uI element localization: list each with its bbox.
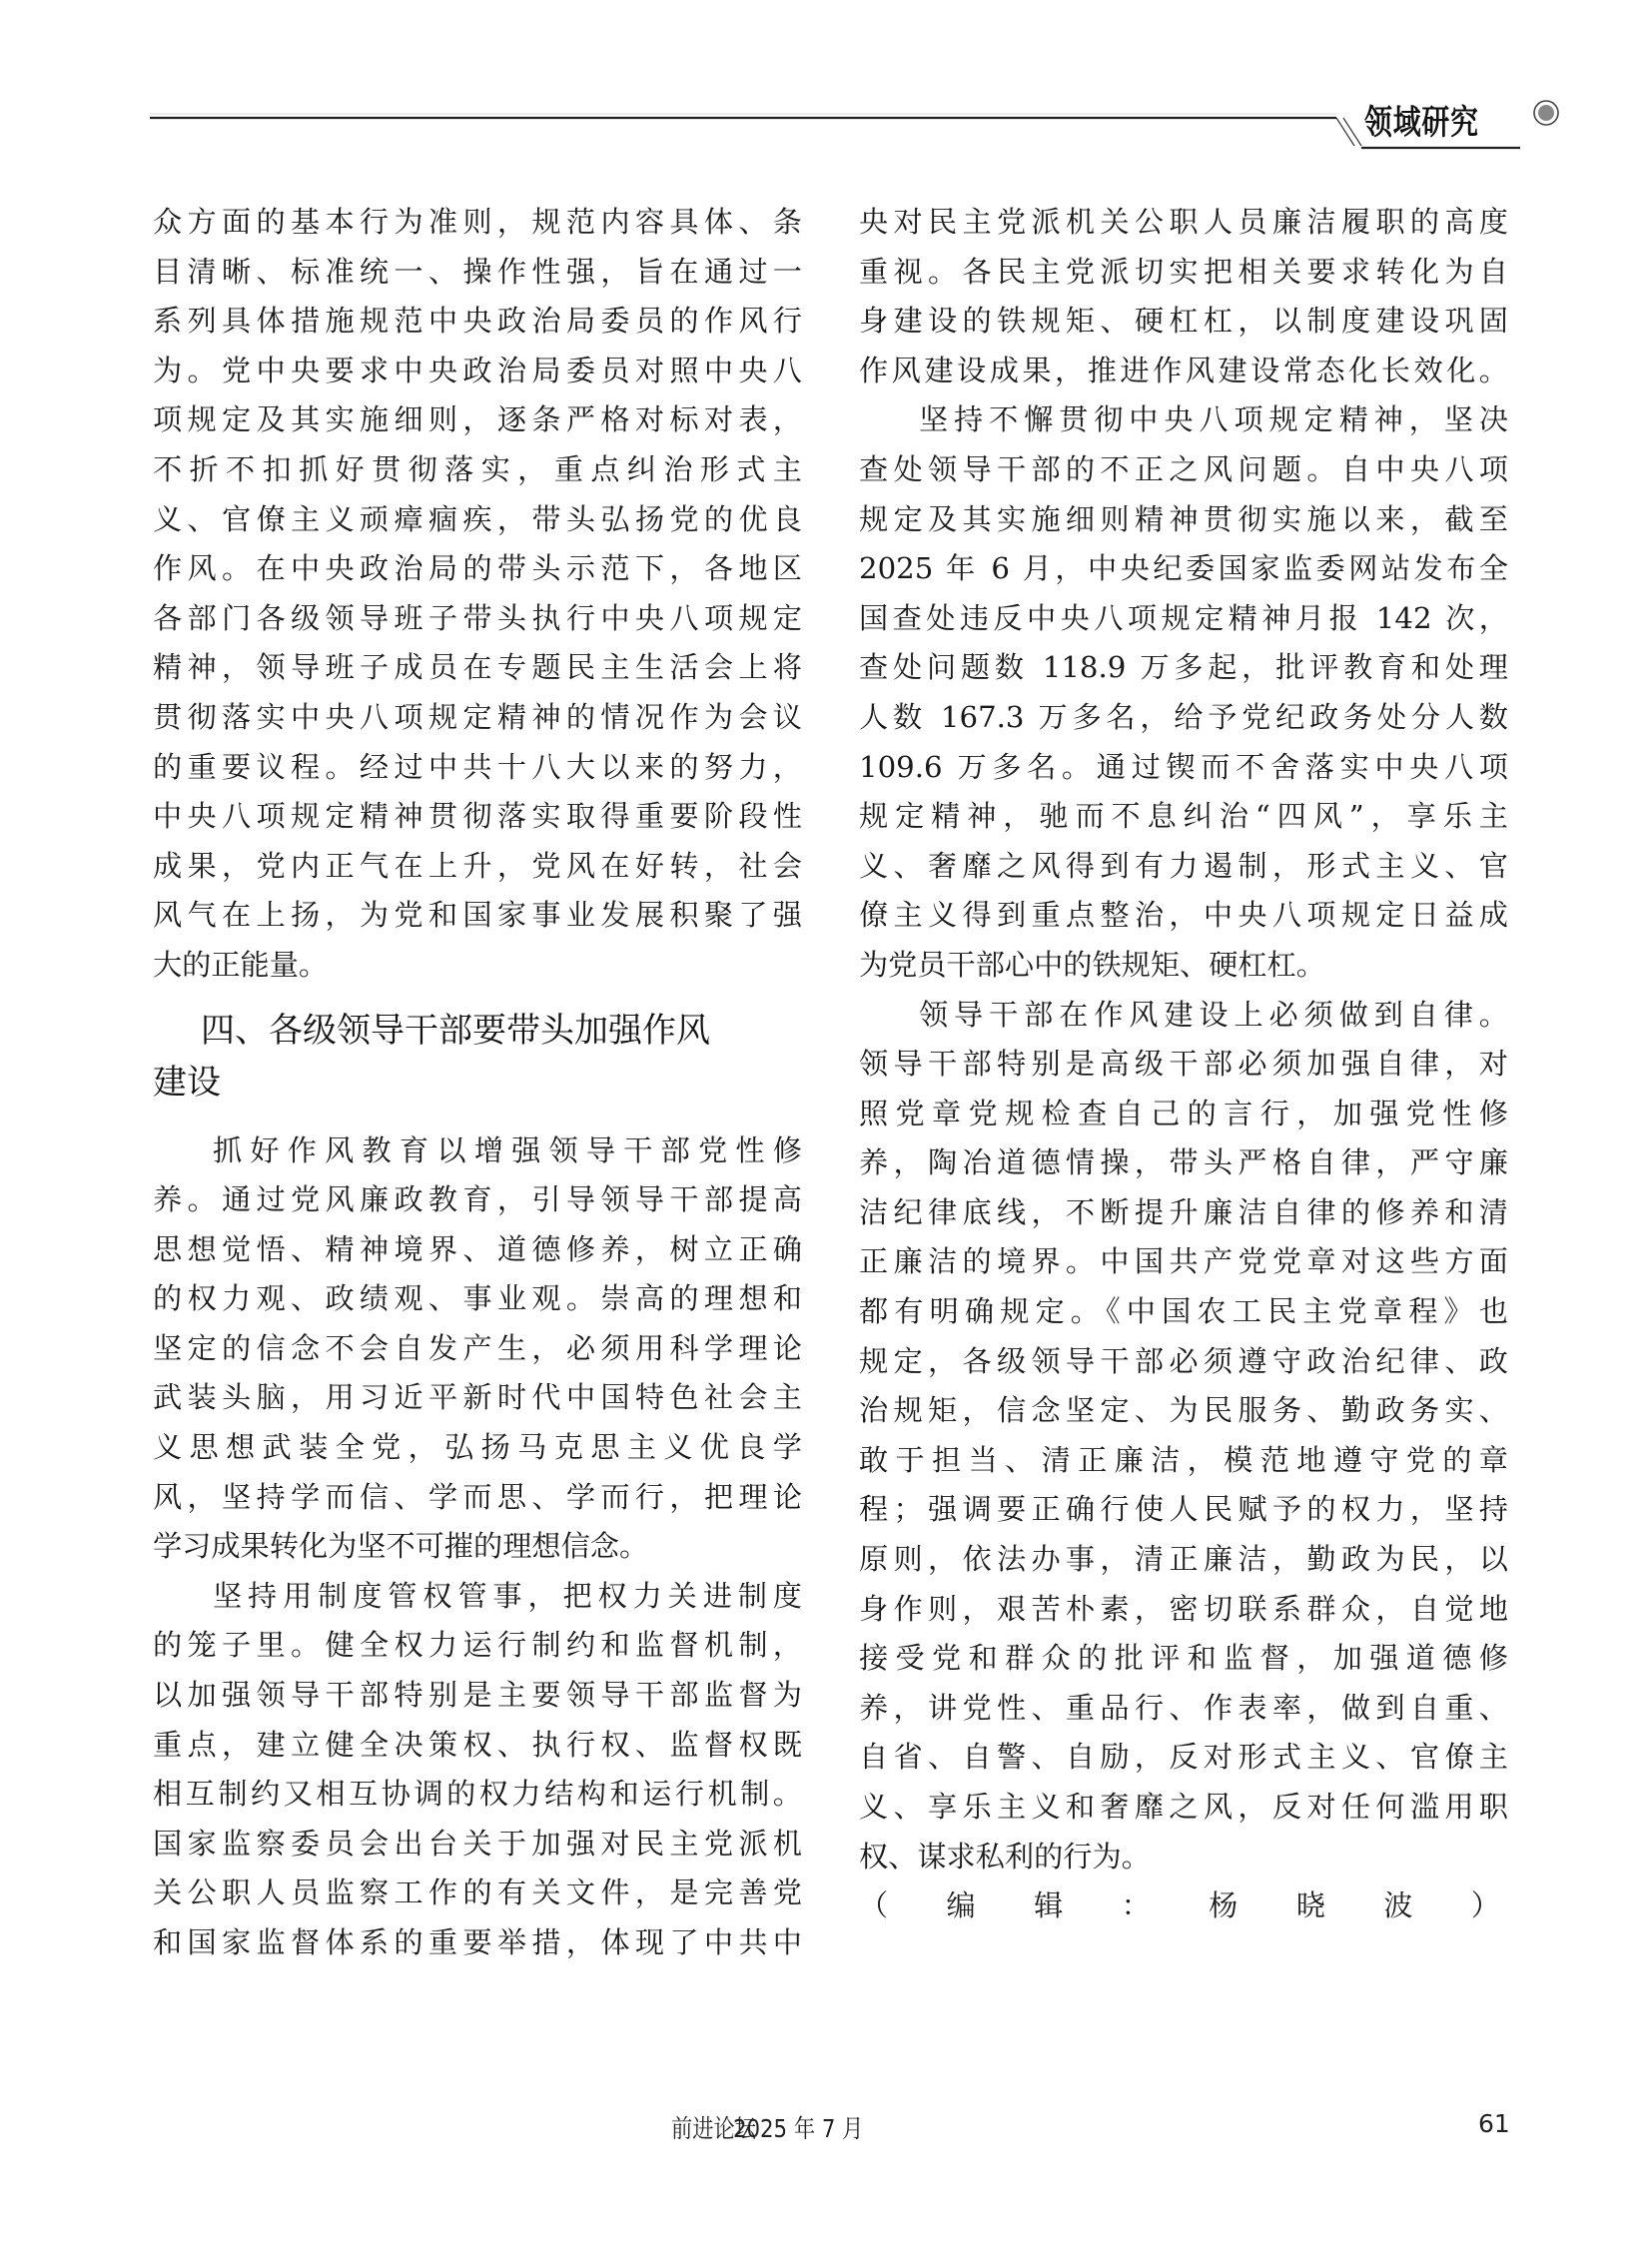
text-line: 为党员干部心中的铁规矩、硬杠杠。 <box>859 947 1325 982</box>
paragraph <box>859 991 1508 1882</box>
text-line: 自省、自警、自励，反对形式主义、官僚主 <box>859 1740 1508 1775</box>
text-line: 109.6 万多名。通过锲而不舍落实中央八项 <box>859 749 1508 784</box>
paragraph <box>859 395 1508 990</box>
text-line: 的笼子里。健全权力运行制约和监督机制， <box>153 1628 802 1663</box>
text-line: 思想觉悟、精神境界、道德修养，树立正确 <box>153 1231 802 1266</box>
text-line: 人数 167.3 万多名，给予党纪政务处分人数 <box>859 699 1508 734</box>
page-number: 61 <box>1478 2109 1510 2138</box>
text-line: 作风建设成果，推进作风建设常态化长效化。 <box>859 353 1508 387</box>
left-column <box>153 198 802 1968</box>
text-line: 照党章党规检查自己的言行，加强党性修 <box>859 1096 1508 1130</box>
text-line: 身建设的铁规矩、硬杠杠，以制度建设巩固 <box>859 304 1508 339</box>
text-line: 的重要议程。经过中共十八大以来的努力， <box>153 749 802 784</box>
text-line: 众方面的基本行为准则，规范内容具体、条 <box>153 205 802 239</box>
target-circle-icon <box>1534 101 1558 125</box>
text-line: 系列具体措施规范中央政治局委员的作风行 <box>153 304 802 339</box>
text-line: 义思想武装全党，弘扬马克思主义优良学 <box>153 1430 802 1465</box>
text-line: 义、官僚主义顽瘴痼疾，带头弘扬党的优良 <box>153 501 802 536</box>
text-line: 的权力观、政绩观、事业观。崇高的理想和 <box>153 1281 802 1316</box>
text-line: 治规矩，信念坚定、为民服务、勤政务实、 <box>859 1393 1508 1428</box>
editor-signoff: （编辑：杨晓波） <box>859 1888 1500 1923</box>
text-line: 学习成果转化为坚不可摧的理想信念。 <box>153 1529 649 1564</box>
paragraph <box>153 1572 802 1968</box>
text-line: 僚主义得到重点整治，中央八项规定日益成 <box>859 898 1508 933</box>
text-line: 和国家监督体系的重要举措，体现了中共中 <box>153 1925 802 1959</box>
text-line: 义、享乐主义和奢靡之风，反对任何滥用职 <box>859 1790 1508 1824</box>
text-line: 作风。在中央政治局的带头示范下，各地区 <box>153 551 802 586</box>
text-line: 权、谋求私利的行为。 <box>859 1839 1151 1873</box>
text-line: 规定精神，驰而不息纠治“四风”，享乐主 <box>859 799 1508 834</box>
text-line: 精神，领导班子成员在专题民主生活会上将 <box>153 650 802 685</box>
text-line: 身作则，艰苦朴素，密切联系群众，自觉地 <box>859 1591 1508 1626</box>
text-line: 各部门各级领导班子带头执行中央八项规定 <box>153 600 802 635</box>
paragraph <box>153 198 802 991</box>
text-line: 规定及其实施细则精神贯彻实施以来，截至 <box>859 501 1508 536</box>
section-heading <box>153 1005 802 1109</box>
text-line: 贯彻落实中央八项规定精神的情况作为会议 <box>153 699 802 734</box>
heading-line: 建设 <box>153 1062 221 1103</box>
paragraph <box>153 1126 802 1572</box>
text-line: 风，坚持学而信、学而思、学而行，把理论 <box>153 1479 802 1514</box>
text-line: 重视。各民主党派切实把相关要求转化为自 <box>859 254 1508 289</box>
text-line: 程；强调要正确行使人民赋予的权力，坚持 <box>859 1492 1508 1527</box>
footer-issue-date: 2025 年 7 月 <box>733 2114 864 2143</box>
text-line: 义、奢靡之风得到有力遏制，形式主义、官 <box>859 848 1508 883</box>
text-line: 养，陶冶道德情操，带头严格自律，严守廉 <box>859 1145 1508 1180</box>
text-line: 关公职人员监察工作的有关文件，是完善党 <box>153 1875 802 1910</box>
paragraph <box>859 198 1508 395</box>
text-line: 武装头脑，用习近平新时代中国特色社会主 <box>153 1380 802 1415</box>
text-line: 查处领导干部的不正之风问题。自中央八项 <box>859 451 1508 486</box>
text-line: 为。党中央要求中央政治局委员对照中央八 <box>153 353 802 387</box>
footer-journal-name: 前进论坛 <box>671 2114 757 2143</box>
text-line: 敢于担当、清正廉洁，模范地遵守党的章 <box>859 1442 1508 1477</box>
text-line: 养。通过党风廉政教育，引导领导干部提高 <box>153 1182 802 1217</box>
text-line: 以加强领导干部特别是主要领导干部监督为 <box>153 1678 802 1713</box>
text-line: 相互制约又相互协调的权力结构和运行机制。 <box>153 1777 802 1812</box>
text-line: 洁纪律底线，不断提升廉洁自律的修养和清 <box>859 1194 1508 1229</box>
text-line: 抓好作风教育以增强领导干部党性修 <box>213 1132 802 1167</box>
text-line: 接受党和群众的批评和监督，加强道德修 <box>859 1641 1508 1676</box>
text-line: 原则，依法办事，清正廉洁，勤政为民，以 <box>859 1542 1508 1577</box>
text-line: 中央八项规定精神贯彻落实取得重要阶段性 <box>153 799 802 834</box>
text-line: 规定，各级领导干部必须遵守政治纪律、政 <box>859 1343 1508 1378</box>
text-line: 坚持用制度管权管事，把权力关进制度 <box>213 1578 802 1613</box>
text-line: 正廉洁的境界。中国共产党党章对这些方面 <box>859 1244 1508 1279</box>
text-line: 国查处违反中央八项规定精神月报 142 次， <box>859 600 1508 635</box>
text-line: 不折不扣抓好贯彻落实，重点纠治形式主 <box>153 451 802 486</box>
text-line: 项规定及其实施细则，逐条严格对标对表， <box>153 402 802 437</box>
text-line: 都有明确规定。《中国农工民主党章程》也 <box>859 1294 1508 1329</box>
text-line: 目清晰、标准统一、操作性强，旨在通过一 <box>153 254 802 289</box>
text-line: 2025 年 6 月，中央纪委国家监委网站发布全 <box>859 551 1508 586</box>
text-line: 成果，党内正气在上升，党风在好转，社会 <box>153 848 802 883</box>
header-rule <box>0 0 1652 180</box>
text-line: 查处问题数 118.9 万多起，批评教育和处理 <box>859 650 1508 685</box>
text-line: 央对民主党派机关公职人员廉洁履职的高度 <box>859 205 1508 239</box>
text-line: 领导干部特别是高级干部必须加强自律，对 <box>859 1047 1508 1082</box>
text-line: 坚定的信念不会自发产生，必须用科学理论 <box>153 1330 802 1365</box>
heading-line: 四、各级领导干部要带头加强作风 <box>201 1010 710 1051</box>
text-line: 风气在上扬，为党和国家事业发展积聚了强 <box>153 898 802 933</box>
text-line: 领导干部在作风建设上必须做到自律。 <box>919 997 1508 1032</box>
text-line: 坚持不懈贯彻中央八项规定精神，坚决 <box>919 402 1508 437</box>
text-line: 大的正能量。 <box>153 947 329 982</box>
section-title: 领域研究 <box>1364 103 1479 143</box>
text-line: 养，讲党性、重品行、作表率，做到自重、 <box>859 1690 1508 1725</box>
text-line: 国家监察委员会出台关于加强对民主党派机 <box>153 1826 802 1861</box>
text-line: 重点，建立健全决策权、执行权、监督权既 <box>153 1727 802 1762</box>
right-column <box>859 198 1508 1931</box>
